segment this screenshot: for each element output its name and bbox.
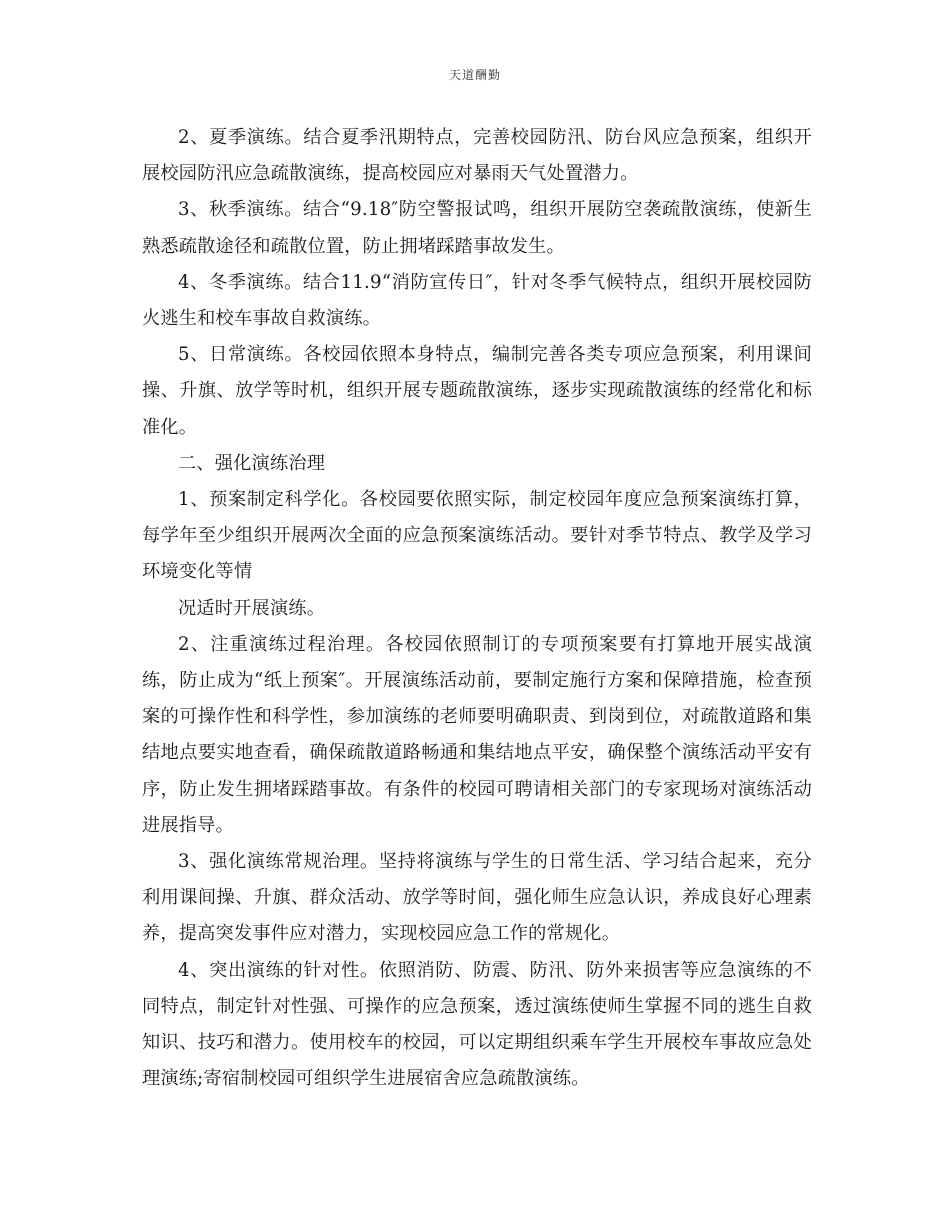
- paragraph-autumn-drill: 3、秋季演练。结合“9.18″防空警报试鸣，组织开展防空袭疏散演练，使新生熟悉疏散途径和疏散位置，防止拥堵踩踏事故发生。: [142, 199, 812, 257]
- paragraph-targeted-drill: 4、突出演练的针对性。依照消防、防震、防汛、防外来损害等应急演练的不同特点，制定针对性强、可操作的应急预案，透过演练使师生掌握不同的逃生自救知识、技巧和潜力。使用校车的校园，可以定期组织乘车学生开展校车事故应急处理演练;寄宿制校园可组织学生进展宿舍应急疏散演练。: [142, 959, 812, 1090]
- paragraph-routine-management: 3、强化演练常规治理。坚持将演练与学生的日常生活、学习结合起来，充分利用课间操、升旗、群众活动、放学等时间，强化师生应急认识，养成良好心理素养，提高突发事件应对潜力，实现校园应急工作的常规化。: [142, 851, 812, 945]
- section-heading: 二、强化演练治理: [178, 452, 326, 474]
- paragraph-daily-drill: 5、日常演练。各校园依照本身特点，编制完善各类专项应急预案，利用课间操、升旗、放学等时机，组织开展专题疏散演练，逐步实现疏散演练的经常化和标准化。: [142, 344, 812, 438]
- page-header: 天道酬勤: [448, 68, 501, 82]
- paragraph-plan-scientific: 1、预案制定科学化。各校园要依照实际，制定校园年度应急预案演练打算，每学年至少组织开展两次全面的应急预案演练活动。要针对季节特点、教学及学习环境变化等情: [142, 489, 812, 583]
- paragraph-plan-continuation: 况适时开展演练。: [178, 597, 326, 619]
- paragraph-winter-drill: 4、冬季演练。结合11.9“消防宣传日″，针对冬季气候特点，组织开展校园防火逃生和校车事故自救演练。: [142, 271, 812, 330]
- document-body: [142, 120, 812, 1097]
- paragraph-process-management: 2、注重演练过程治理。各校园依照制订的专项预案要有打算地开展实战演练，防止成为“纸上预案″。开展演练活动前，要制定施行方案和保障措施，检查预案的可操作性和科学性，参加演练的老师要明确职责、到岗到位，对疏散道路和集结地点要实地查看，确保疏散道路畅通和集结地点平安，确保整个演练活动平安有序，防止发生拥堵踩踏事故。有条件的校园可聘请相关部门的专家现场对演练活动进展指导。: [142, 633, 812, 836]
- paragraph-summer-drill: 2、夏季演练。结合夏季汛期特点，完善校园防汛、防台风应急预案，组织开展校园防汛应急疏散演练，提高校园应对暴雨天气处置潜力。: [142, 127, 812, 185]
